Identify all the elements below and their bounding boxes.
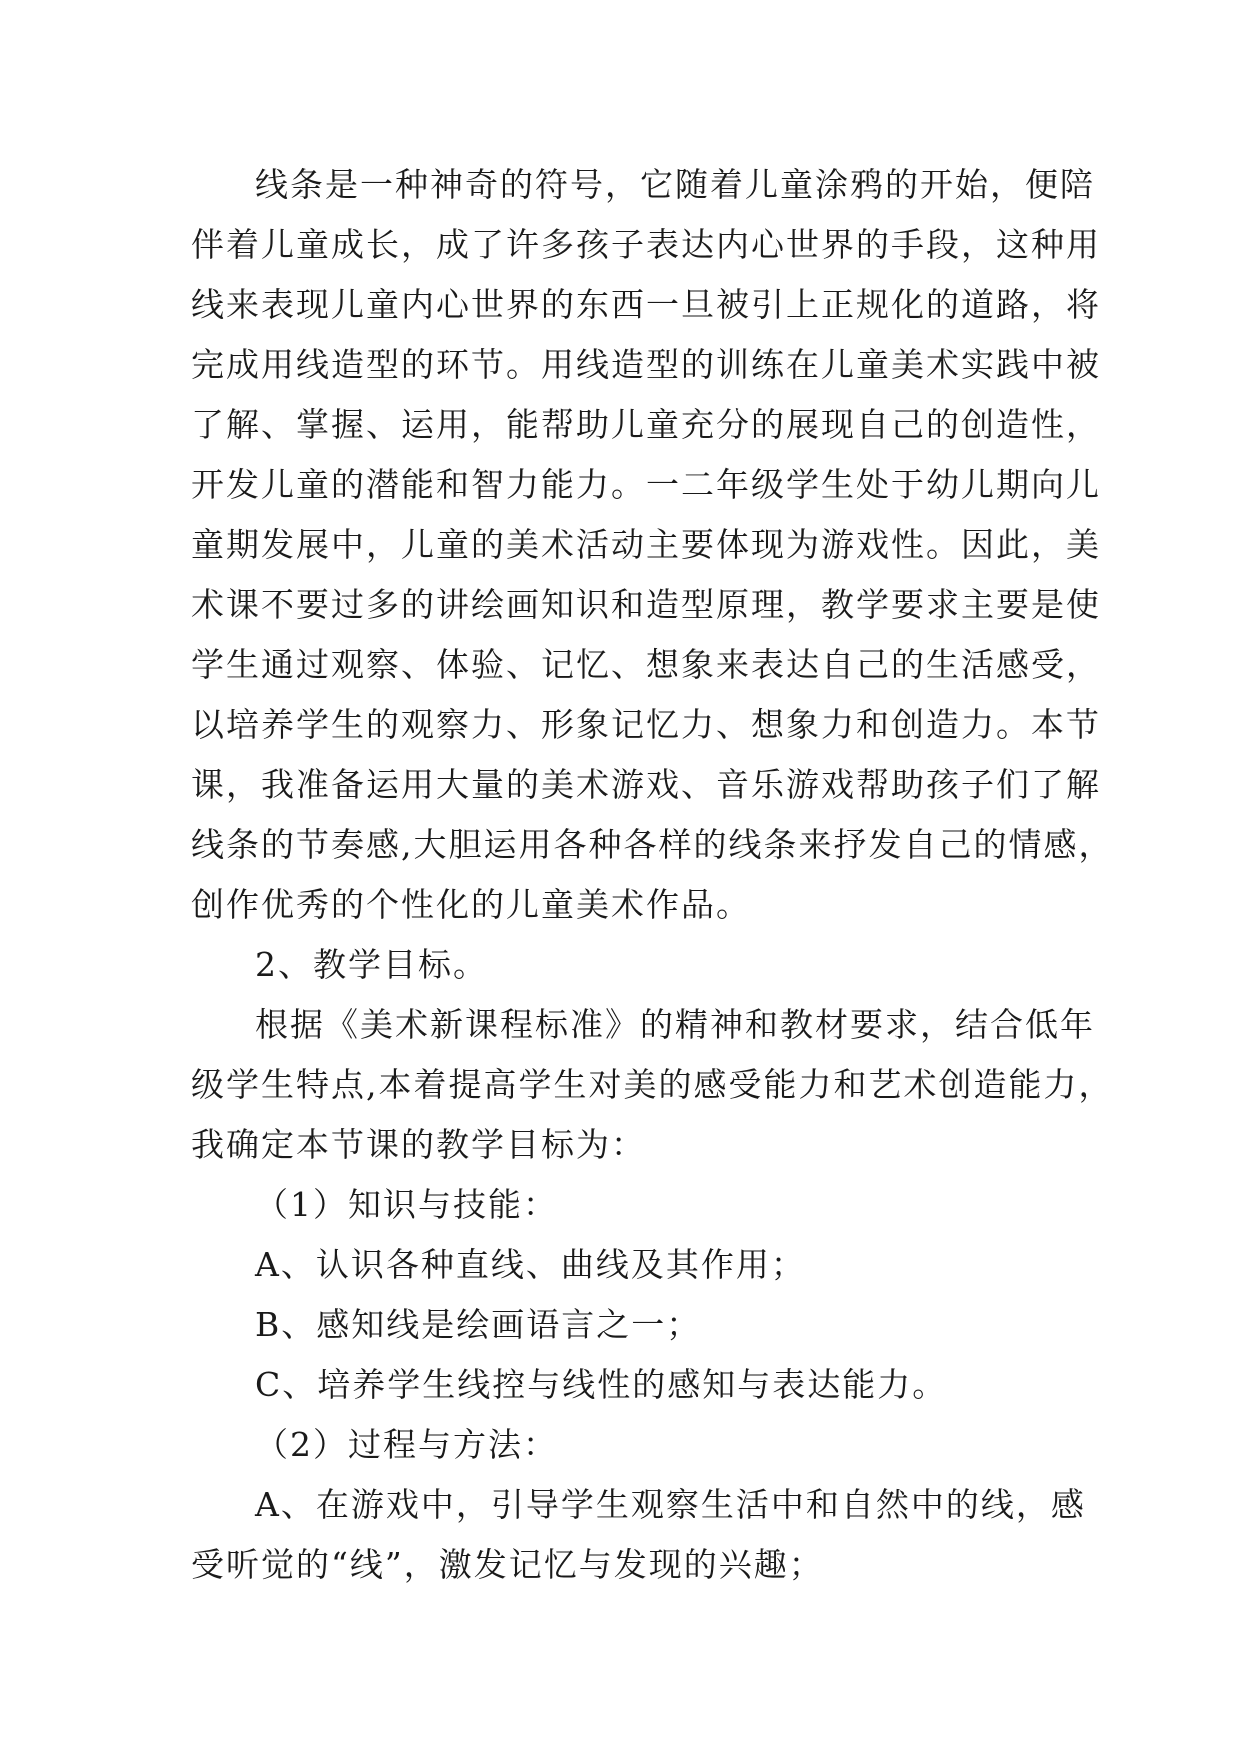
paragraph-line: 以培养学生的观察力、形象记忆力、想象力和创造力。本节 xyxy=(191,705,1101,744)
paragraph-line: 我确定本节课的教学目标为： xyxy=(191,1125,646,1164)
paragraph-line: 根据《美术新课程标准》的精神和教材要求，结合低年 xyxy=(255,1005,1095,1044)
subsection-heading: （1）知识与技能： xyxy=(255,1185,558,1224)
list-item: A、在游戏中，引导学生观察生活中和自然中的线，感 xyxy=(255,1485,1086,1524)
paragraph-line: 了解、掌握、运用，能帮助儿童充分的展现自己的创造性， xyxy=(191,405,1101,444)
subsection-heading: （2）过程与方法： xyxy=(255,1425,558,1464)
list-item: C、培养学生线控与线性的感知与表达能力。 xyxy=(255,1365,948,1404)
paragraph-line: 术课不要过多的讲绘画知识和造型原理，教学要求主要是使 xyxy=(191,585,1101,624)
list-item: B、感知线是绘画语言之一； xyxy=(255,1305,702,1344)
list-item: A、认识各种直线、曲线及其作用； xyxy=(255,1245,806,1284)
document-body xyxy=(191,155,1114,1595)
paragraph-line: 开发儿童的潜能和智力能力。一二年级学生处于幼儿期向儿 xyxy=(191,465,1101,504)
paragraph-line: 伴着儿童成长，成了许多孩子表达内心世界的手段，这种用 xyxy=(191,225,1101,264)
paragraph-line: 课，我准备运用大量的美术游戏、音乐游戏帮助孩子们了解 xyxy=(191,765,1101,804)
paragraph-line: 级学生特点,本着提高学生对美的感受能力和艺术创造能力， xyxy=(191,1065,1114,1104)
paragraph-line: 线条是一种神奇的符号，它随着儿童涂鸦的开始，便陪 xyxy=(255,165,1095,204)
paragraph-line: 线来表现儿童内心世界的东西一旦被引上正规化的道路，将 xyxy=(191,285,1101,324)
list-item-continuation: 受听觉的“线”，激发记忆与发现的兴趣； xyxy=(191,1545,824,1584)
paragraph-line: 创作优秀的个性化的儿童美术作品。 xyxy=(191,885,751,924)
paragraph-line: 完成用线造型的环节。用线造型的训练在儿童美术实践中被 xyxy=(191,345,1101,384)
paragraph-line: 学生通过观察、体验、记忆、想象来表达自己的生活感受， xyxy=(191,645,1101,684)
section-heading: 2、教学目标。 xyxy=(255,945,488,984)
paragraph-line: 线条的节奏感,大胆运用各种各样的线条来抒发自己的情感， xyxy=(191,825,1114,864)
paragraph-line: 童期发展中，儿童的美术活动主要体现为游戏性。因此，美 xyxy=(191,525,1101,564)
